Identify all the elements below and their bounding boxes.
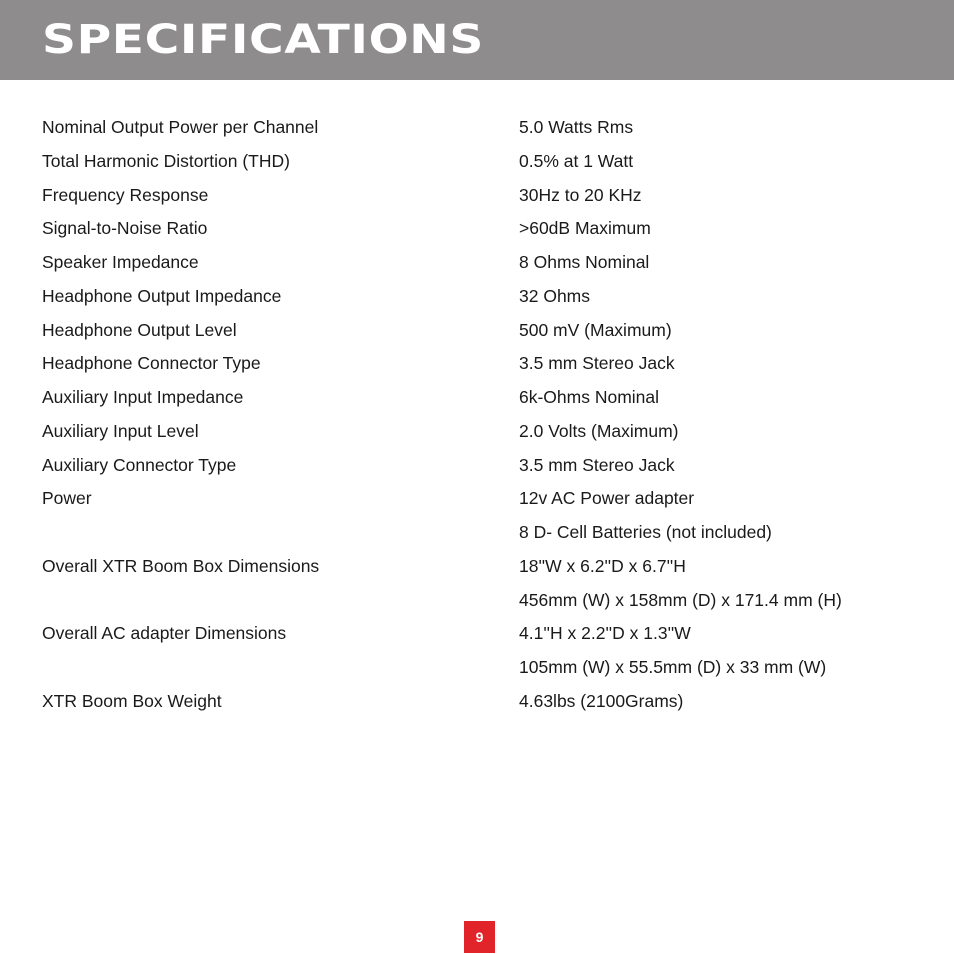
spec-row-continuation — [42, 516, 922, 550]
spec-label: Auxiliary Input Impedance — [42, 387, 244, 407]
spec-value: 30Hz to 20 KHz — [519, 184, 642, 205]
spec-row-continuation — [42, 584, 922, 618]
spec-label: Power — [42, 488, 92, 509]
spec-value: 3.5 mm Stereo Jack — [519, 454, 675, 475]
spec-row — [42, 685, 922, 719]
spec-row — [42, 246, 922, 280]
spec-row — [42, 212, 922, 246]
spec-value: 32 Ohms — [519, 285, 590, 306]
spec-label: Signal-to-Noise Ratio — [42, 218, 208, 239]
spec-row — [42, 617, 922, 651]
spec-label: Auxiliary Input Level — [42, 420, 199, 441]
spec-value: 105mm (W) x 55.5mm (D) x 33 mm (W) — [519, 657, 827, 677]
page-header — [0, 0, 954, 80]
spec-value: 4.1''H x 2.2''D x 1.3''W — [519, 623, 691, 644]
spec-label: Overall XTR Boom Box Dimensions — [42, 555, 320, 576]
spec-value: 6k-Ohms Nominal — [519, 387, 660, 407]
spec-label: Headphone Connector Type — [42, 353, 261, 374]
spec-value: 456mm (W) x 158mm (D) x 171.4 mm (H) — [519, 589, 842, 610]
spec-label: Total Harmonic Distortion (THD) — [42, 150, 290, 171]
spec-value: 4.63lbs (2100Grams) — [519, 690, 684, 711]
spec-label: Headphone Output Impedance — [42, 285, 282, 306]
spec-label: Nominal Output Power per Channel — [42, 117, 319, 137]
spec-row — [42, 347, 922, 381]
spec-label: XTR Boom Box Weight — [42, 690, 222, 711]
spec-value: 5.0 Watts Rms — [519, 117, 634, 137]
spec-label: Frequency Response — [42, 184, 209, 205]
spec-row — [42, 550, 922, 584]
spec-row — [42, 280, 922, 314]
specifications-table — [42, 111, 922, 719]
spec-row — [42, 482, 922, 516]
spec-value: 12v AC Power adapter — [519, 488, 695, 509]
spec-value: 18''W x 6.2''D x 6.7''H — [519, 555, 686, 576]
page-title: SPECIFICATIONS — [42, 17, 484, 63]
spec-row — [42, 145, 922, 179]
spec-row — [42, 449, 922, 483]
spec-row — [42, 314, 922, 348]
spec-label: Auxiliary Connector Type — [42, 454, 237, 475]
spec-value: 500 mV (Maximum) — [519, 319, 672, 340]
spec-row — [42, 111, 922, 145]
spec-label: Headphone Output Level — [42, 319, 237, 340]
spec-value: 3.5 mm Stereo Jack — [519, 353, 675, 374]
spec-row-continuation — [42, 651, 922, 685]
spec-row — [42, 381, 922, 415]
spec-row — [42, 179, 922, 213]
spec-value: 8 Ohms Nominal — [519, 252, 650, 272]
spec-value: >60dB Maximum — [519, 218, 651, 239]
spec-value: 8 D- Cell Batteries (not included) — [519, 522, 772, 542]
spec-value: 2.0 Volts (Maximum) — [519, 420, 679, 441]
spec-row — [42, 415, 922, 449]
spec-value: 0.5% at 1 Watt — [519, 150, 634, 171]
page-number-badge: 9 — [464, 921, 495, 953]
spec-label: Overall AC adapter Dimensions — [42, 623, 287, 644]
spec-label: Speaker Impedance — [42, 252, 199, 272]
